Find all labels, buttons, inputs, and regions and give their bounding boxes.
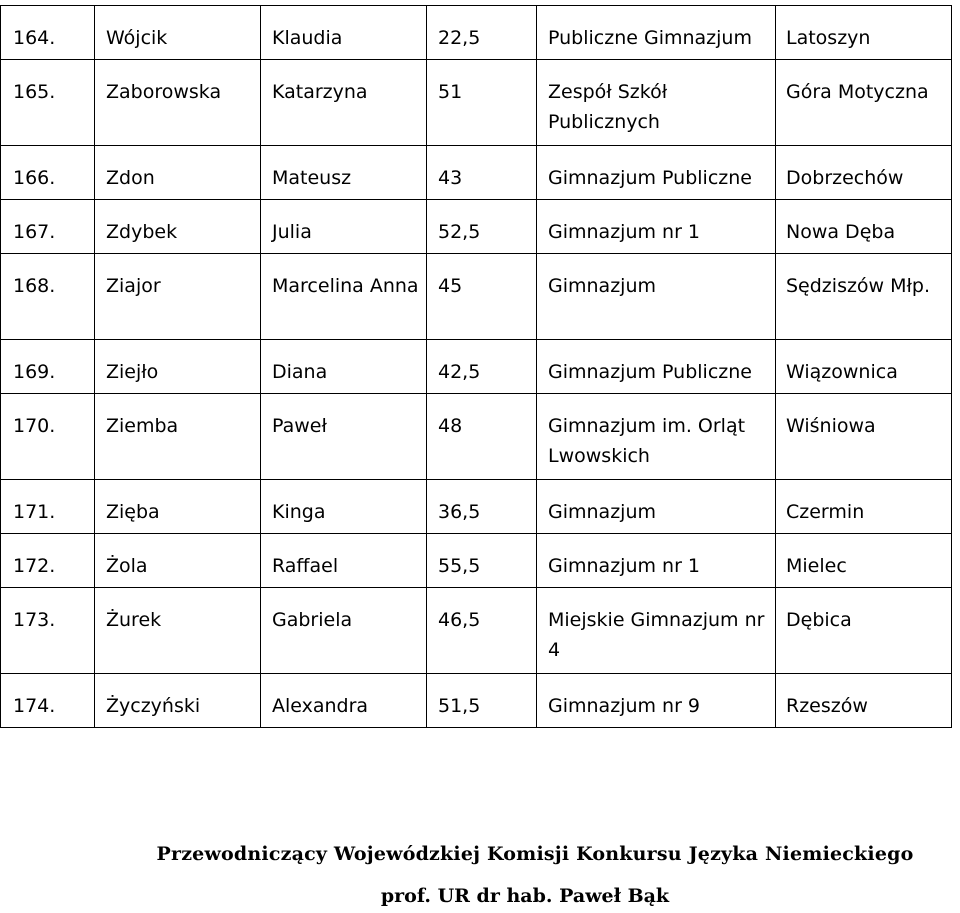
- table-row: [1, 480, 952, 534]
- cell-town: Wiązownica: [776, 340, 952, 394]
- cell-last-name: Zięba: [95, 480, 261, 534]
- cell-town: Wiśniowa: [776, 394, 952, 480]
- cell-school: Gimnazjum Publiczne: [537, 146, 776, 200]
- cell-school: Gimnazjum Publiczne: [537, 340, 776, 394]
- cell-score: 22,5: [427, 6, 537, 60]
- cell-school: Zespół Szkół Publicznych: [537, 60, 776, 146]
- cell-first-name: Paweł: [261, 394, 427, 480]
- cell-last-name: Zdon: [95, 146, 261, 200]
- cell-number: 173.: [1, 588, 95, 674]
- cell-first-name: Mateusz: [261, 146, 427, 200]
- cell-score: 42,5: [427, 340, 537, 394]
- cell-number: 164.: [1, 6, 95, 60]
- table-row: [1, 340, 952, 394]
- cell-town: Góra Motyczna: [776, 60, 952, 146]
- cell-score: 55,5: [427, 534, 537, 588]
- cell-score: 45: [427, 254, 537, 340]
- cell-score: 51: [427, 60, 537, 146]
- cell-first-name: Diana: [261, 340, 427, 394]
- table-row: [1, 534, 952, 588]
- cell-school: Gimnazjum nr 1: [537, 200, 776, 254]
- cell-first-name: Kinga: [261, 480, 427, 534]
- cell-first-name: Julia: [261, 200, 427, 254]
- cell-first-name: Raffael: [261, 534, 427, 588]
- cell-town: Latoszyn: [776, 6, 952, 60]
- cell-first-name: Gabriela: [261, 588, 427, 674]
- cell-school: Gimnazjum: [537, 480, 776, 534]
- cell-school: Gimnazjum im. Orląt Lwowskich: [537, 394, 776, 480]
- cell-score: 48: [427, 394, 537, 480]
- cell-last-name: Zaborowska: [95, 60, 261, 146]
- table-row: [1, 674, 952, 728]
- cell-last-name: Ziejło: [95, 340, 261, 394]
- cell-school: Gimnazjum nr 9: [537, 674, 776, 728]
- cell-town: Sędziszów Młp.: [776, 254, 952, 340]
- table-row: [1, 394, 952, 480]
- table-row: [1, 60, 952, 146]
- cell-school: Miejskie Gimnazjum nr 4: [537, 588, 776, 674]
- cell-school: Gimnazjum nr 1: [537, 534, 776, 588]
- table-row: [1, 588, 952, 674]
- cell-first-name: Alexandra: [261, 674, 427, 728]
- cell-town: Czermin: [776, 480, 952, 534]
- cell-number: 168.: [1, 254, 95, 340]
- cell-number: 171.: [1, 480, 95, 534]
- cell-school: Gimnazjum: [537, 254, 776, 340]
- cell-number: 174.: [1, 674, 95, 728]
- cell-score: 52,5: [427, 200, 537, 254]
- cell-town: Dębica: [776, 588, 952, 674]
- table-row: [1, 6, 952, 60]
- cell-first-name: Klaudia: [261, 6, 427, 60]
- cell-town: Rzeszów: [776, 674, 952, 728]
- cell-school: Publiczne Gimnazjum: [537, 6, 776, 60]
- cell-score: 36,5: [427, 480, 537, 534]
- cell-town: Nowa Dęba: [776, 200, 952, 254]
- cell-last-name: Wójcik: [95, 6, 261, 60]
- cell-number: 166.: [1, 146, 95, 200]
- cell-number: 167.: [1, 200, 95, 254]
- cell-town: Mielec: [776, 534, 952, 588]
- cell-town: Dobrzechów: [776, 146, 952, 200]
- cell-first-name: Marcelina Anna: [261, 254, 427, 340]
- signatory-name: prof. UR dr hab. Paweł Bąk: [380, 885, 670, 907]
- cell-last-name: Żurek: [95, 588, 261, 674]
- cell-number: 169.: [1, 340, 95, 394]
- table-row: [1, 254, 952, 340]
- cell-first-name: Katarzyna: [261, 60, 427, 146]
- cell-score: 51,5: [427, 674, 537, 728]
- committee-chair-title: Przewodniczący Wojewódzkiej Komisji Konkursu Języka Niemieckiego: [156, 843, 914, 865]
- cell-last-name: Żola: [95, 534, 261, 588]
- cell-score: 46,5: [427, 588, 537, 674]
- cell-last-name: Ziemba: [95, 394, 261, 480]
- cell-number: 165.: [1, 60, 95, 146]
- table-row: [1, 200, 952, 254]
- table-row: [1, 146, 952, 200]
- cell-last-name: Życzyński: [95, 674, 261, 728]
- cell-last-name: Ziajor: [95, 254, 261, 340]
- cell-score: 43: [427, 146, 537, 200]
- cell-number: 172.: [1, 534, 95, 588]
- cell-last-name: Zdybek: [95, 200, 261, 254]
- cell-number: 170.: [1, 394, 95, 480]
- results-table: [0, 5, 952, 728]
